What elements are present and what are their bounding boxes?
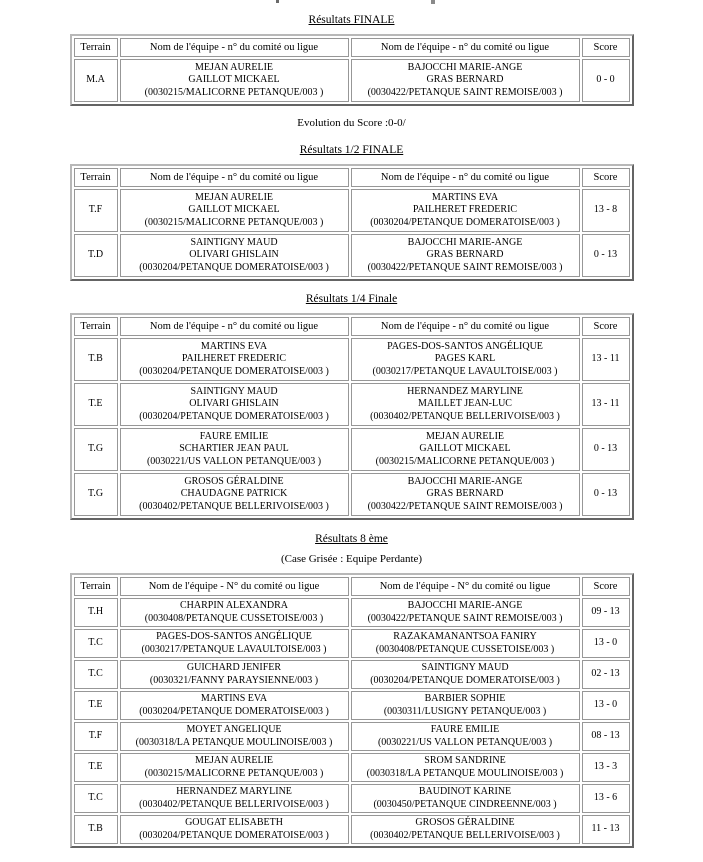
team-club-line: (0030204/PETANQUE DOMERATOISE/003 ) xyxy=(139,829,329,841)
team2-column-header: Nom de l'équipe - n° du comité ou ligue xyxy=(351,168,580,187)
score-evolution-note: Evolution du Score :0-0/ xyxy=(297,117,406,129)
section-quart-finale xyxy=(0,293,703,520)
score-column-header: Score xyxy=(582,168,630,187)
team-name-line: GAILLOT MICKAEL xyxy=(419,443,511,455)
team-name-line: SAINTIGNY MAUD xyxy=(190,236,278,248)
team-name-line: GAILLOT MICKAEL xyxy=(188,204,280,216)
team1-cell xyxy=(120,660,349,689)
team-club-line: (0030311/LUSIGNY PETANQUE/003 ) xyxy=(383,705,547,717)
team-name-line: GROSOS GÉRALDINE xyxy=(415,817,515,828)
team-name-line: MEJAN AURELIE xyxy=(194,61,274,73)
terrain-column-header: Terrain xyxy=(74,168,118,187)
team-name-line: MEJAN AURELIE xyxy=(194,755,274,766)
team2-cell xyxy=(351,784,580,813)
team-club-line: (0030422/PETANQUE SAINT REMOISE/003 ) xyxy=(367,86,563,98)
team2-column-header: Nom de l'équipe - n° du comité ou ligue xyxy=(351,38,580,57)
score-cell: 13 - 6 xyxy=(582,784,630,813)
section-title-huitieme: Résultats 8 ème xyxy=(315,533,388,545)
team-name-line: GRAS BERNARD xyxy=(426,74,504,86)
team-name-line: FAURE EMILIE xyxy=(430,724,500,735)
score-cell: 0 - 13 xyxy=(582,234,630,277)
team1-cell xyxy=(120,784,349,813)
terrain-cell: T.E xyxy=(74,383,118,426)
section-title-demi-finale: Résultats 1/2 FINALE xyxy=(299,144,404,156)
team-club-line: (0030321/FANNY PARAYSIENNE/003 ) xyxy=(149,674,319,686)
team-club-line: (0030402/PETANQUE BELLERIVOISE/003 ) xyxy=(370,829,560,841)
team-name-line: HERNANDEZ MARYLINE xyxy=(176,786,292,797)
team-name-line: MARTINS EVA xyxy=(200,693,268,704)
team-name-line: MARTINS EVA xyxy=(200,340,268,352)
team-name-line: FAURE EMILIE xyxy=(199,430,269,442)
team2-cell xyxy=(351,660,580,689)
match-row xyxy=(74,753,630,782)
header-row xyxy=(74,317,630,336)
team2-column-header: Nom de l'équipe - N° du comité ou ligue xyxy=(351,577,580,596)
terrain-column-header: Terrain xyxy=(74,577,118,596)
team1-cell xyxy=(120,629,349,658)
team2-cell xyxy=(351,815,580,844)
team-name-line: MOYET ANGELIQUE xyxy=(186,724,282,735)
team-name-line: MARTINS EVA xyxy=(431,191,499,203)
team1-cell xyxy=(120,338,349,381)
team-club-line: (0030318/LA PETANQUE MOULINOISE/003 ) xyxy=(366,767,564,779)
score-cell: 13 - 0 xyxy=(582,629,630,658)
team-club-line: (0030204/PETANQUE DOMERATOISE/003 ) xyxy=(139,261,329,273)
team-name-line: CHAUDAGNE PATRICK xyxy=(180,488,288,500)
terrain-cell: T.G xyxy=(74,428,118,471)
team-name-line: SCHARTIER JEAN PAUL xyxy=(179,443,289,455)
terrain-cell: T.D xyxy=(74,234,118,277)
clipped-top-text-fragment xyxy=(431,0,435,4)
score-cell: 09 - 13 xyxy=(582,598,630,627)
match-row xyxy=(74,428,630,471)
score-column-header: Score xyxy=(582,38,630,57)
score-column-header: Score xyxy=(582,317,630,336)
team-name-line: BAJOCCHI MARIE-ANGE xyxy=(407,61,523,73)
match-row xyxy=(74,473,630,516)
header-row xyxy=(74,577,630,596)
team-name-line: MEJAN AURELIE xyxy=(425,430,505,442)
team-name-line: GROSOS GÉRALDINE xyxy=(184,475,284,487)
team-club-line: (0030221/US VALLON PETANQUE/003 ) xyxy=(146,455,322,467)
team-club-line: (0030215/MALICORNE PETANQUE/003 ) xyxy=(375,455,555,467)
team2-cell xyxy=(351,753,580,782)
terrain-cell: T.G xyxy=(74,473,118,516)
team2-cell xyxy=(351,383,580,426)
team-club-line: (0030402/PETANQUE BELLERIVOISE/003 ) xyxy=(139,500,329,512)
header-row xyxy=(74,38,630,57)
team-name-line: BARBIER SOPHIE xyxy=(424,693,506,704)
team-name-line: GRAS BERNARD xyxy=(426,249,504,261)
team2-cell xyxy=(351,189,580,232)
team-name-line: OLIVARI GHISLAIN xyxy=(189,249,279,261)
team-club-line: (0030422/PETANQUE SAINT REMOISE/003 ) xyxy=(367,261,563,273)
score-cell: 0 - 13 xyxy=(582,428,630,471)
match-row xyxy=(74,59,630,102)
team-name-line: BAJOCCHI MARIE-ANGE xyxy=(407,236,523,248)
score-column-header: Score xyxy=(582,577,630,596)
team-name-line: SAINTIGNY MAUD xyxy=(421,662,509,673)
terrain-cell: T.F xyxy=(74,189,118,232)
team1-cell xyxy=(120,383,349,426)
team-club-line: (0030217/PETANQUE LAVAULTOISE/003 ) xyxy=(372,365,558,377)
team-name-line: BAUDINOT KARINE xyxy=(418,786,512,797)
team-name-line: CHARPIN ALEXANDRA xyxy=(179,600,289,611)
section-title-quart-finale: Résultats 1/4 Finale xyxy=(305,293,398,305)
team-name-line: OLIVARI GHISLAIN xyxy=(189,398,279,410)
team1-cell xyxy=(120,428,349,471)
team-club-line: (0030422/PETANQUE SAINT REMOISE/003 ) xyxy=(367,500,563,512)
team2-column-header: Nom de l'équipe - n° du comité ou ligue xyxy=(351,317,580,336)
team1-column-header: Nom de l'équipe - n° du comité ou ligue xyxy=(120,317,349,336)
team-club-line: (0030204/PETANQUE DOMERATOISE/003 ) xyxy=(139,410,329,422)
match-row xyxy=(74,383,630,426)
terrain-cell: T.C xyxy=(74,660,118,689)
results-table-quart-finale xyxy=(70,313,634,520)
team2-cell xyxy=(351,428,580,471)
score-cell: 0 - 13 xyxy=(582,473,630,516)
results-table-huitieme xyxy=(70,573,634,848)
team-club-line: (0030215/MALICORNE PETANQUE/003 ) xyxy=(144,216,324,228)
team-club-line: (0030422/PETANQUE SAINT REMOISE/003 ) xyxy=(367,612,563,624)
terrain-cell: M.A xyxy=(74,59,118,102)
team1-cell xyxy=(120,234,349,277)
team-club-line: (0030450/PETANQUE CINDREENNE/003 ) xyxy=(373,798,557,810)
team2-cell xyxy=(351,598,580,627)
team-club-line: (0030402/PETANQUE BELLERIVOISE/003 ) xyxy=(370,410,560,422)
match-row xyxy=(74,629,630,658)
score-cell: 08 - 13 xyxy=(582,722,630,751)
team2-cell xyxy=(351,629,580,658)
team-name-line: GOUGAT ELISABETH xyxy=(185,817,283,828)
score-cell: 13 - 3 xyxy=(582,753,630,782)
team-name-line: PAGES-DOS-SANTOS ANGÉLIQUE xyxy=(156,631,312,642)
terrain-cell: T.E xyxy=(74,753,118,782)
team-club-line: (0030221/US VALLON PETANQUE/003 ) xyxy=(377,736,553,748)
match-row xyxy=(74,234,630,277)
team-name-line: GAILLOT MICKAEL xyxy=(188,74,280,86)
section-huitieme xyxy=(0,533,703,848)
score-cell: 13 - 8 xyxy=(582,189,630,232)
team1-column-header: Nom de l'équipe - n° du comité ou ligue xyxy=(120,38,349,57)
team1-cell xyxy=(120,815,349,844)
terrain-cell: T.C xyxy=(74,629,118,658)
team2-cell xyxy=(351,473,580,516)
results-table-finale xyxy=(70,34,634,106)
match-row xyxy=(74,598,630,627)
terrain-column-header: Terrain xyxy=(74,38,118,57)
team-name-line: PAILHERET FREDERIC xyxy=(412,204,518,216)
team-club-line: (0030204/PETANQUE DOMERATOISE/003 ) xyxy=(370,674,560,686)
terrain-column-header: Terrain xyxy=(74,317,118,336)
team-name-line: PAGES KARL xyxy=(434,353,496,365)
team1-column-header: Nom de l'équipe - N° du comité ou ligue xyxy=(120,577,349,596)
team-name-line: HERNANDEZ MARYLINE xyxy=(407,385,523,397)
team-club-line: (0030204/PETANQUE DOMERATOISE/003 ) xyxy=(139,705,329,717)
terrain-cell: T.B xyxy=(74,338,118,381)
team1-cell xyxy=(120,753,349,782)
team-name-line: RAZAKAMANANTSOA FANIRY xyxy=(393,631,537,642)
team-club-line: (0030402/PETANQUE BELLERIVOISE/003 ) xyxy=(139,798,329,810)
score-cell: 11 - 13 xyxy=(582,815,630,844)
match-row xyxy=(74,722,630,751)
terrain-cell: T.C xyxy=(74,784,118,813)
team-name-line: MAILLET JEAN-LUC xyxy=(418,398,512,410)
score-cell: 13 - 11 xyxy=(582,383,630,426)
score-cell: 02 - 13 xyxy=(582,660,630,689)
match-row xyxy=(74,691,630,720)
team1-cell xyxy=(120,189,349,232)
team2-cell xyxy=(351,59,580,102)
match-row xyxy=(74,784,630,813)
team1-column-header: Nom de l'équipe - n° du comité ou ligue xyxy=(120,168,349,187)
team-name-line: BAJOCCHI MARIE-ANGE xyxy=(407,475,523,487)
terrain-cell: T.F xyxy=(74,722,118,751)
team-club-line: (0030408/PETANQUE CUSSETOISE/003 ) xyxy=(375,643,555,655)
team-club-line: (0030204/PETANQUE DOMERATOISE/003 ) xyxy=(370,216,560,228)
team1-cell xyxy=(120,473,349,516)
terrain-cell: T.E xyxy=(74,691,118,720)
team2-cell xyxy=(351,722,580,751)
team-name-line: PAILHERET FREDERIC xyxy=(181,353,287,365)
score-cell: 13 - 11 xyxy=(582,338,630,381)
match-row xyxy=(74,189,630,232)
score-cell: 0 - 0 xyxy=(582,59,630,102)
team-club-line: (0030204/PETANQUE DOMERATOISE/003 ) xyxy=(139,365,329,377)
match-row xyxy=(74,660,630,689)
match-row xyxy=(74,338,630,381)
team-club-line: (0030215/MALICORNE PETANQUE/003 ) xyxy=(144,86,324,98)
team1-cell xyxy=(120,691,349,720)
clipped-top-text-fragment xyxy=(276,0,279,3)
team-name-line: MEJAN AURELIE xyxy=(194,191,274,203)
team-name-line: BAJOCCHI MARIE-ANGE xyxy=(407,600,523,611)
team-club-line: (0030215/MALICORNE PETANQUE/003 ) xyxy=(144,767,324,779)
team-name-line: PAGES-DOS-SANTOS ANGÉLIQUE xyxy=(387,340,543,352)
team-club-line: (0030217/PETANQUE LAVAULTOISE/003 ) xyxy=(141,643,327,655)
match-row xyxy=(74,815,630,844)
team2-cell xyxy=(351,338,580,381)
section-title-finale: Résultats FINALE xyxy=(308,14,395,26)
team-name-line: GRAS BERNARD xyxy=(426,488,504,500)
team2-cell xyxy=(351,234,580,277)
team1-cell xyxy=(120,59,349,102)
terrain-cell: T.B xyxy=(74,815,118,844)
team2-cell xyxy=(351,691,580,720)
team-name-line: SAINTIGNY MAUD xyxy=(190,385,278,397)
team-club-line: (0030408/PETANQUE CUSSETOISE/003 ) xyxy=(144,612,324,624)
gray-cell-legend: (Case Grisée : Equipe Perdante) xyxy=(280,553,423,565)
section-demi-finale xyxy=(0,144,703,281)
team-club-line: (0030318/LA PETANQUE MOULINOISE/003 ) xyxy=(135,736,333,748)
score-cell: 13 - 0 xyxy=(582,691,630,720)
team1-cell xyxy=(120,598,349,627)
team-name-line: GUICHARD JENIFER xyxy=(186,662,282,673)
terrain-cell: T.H xyxy=(74,598,118,627)
team1-cell xyxy=(120,722,349,751)
team-name-line: SROM SANDRINE xyxy=(424,755,506,766)
section-finale xyxy=(0,14,703,129)
results-table-demi-finale xyxy=(70,164,634,281)
header-row xyxy=(74,168,630,187)
